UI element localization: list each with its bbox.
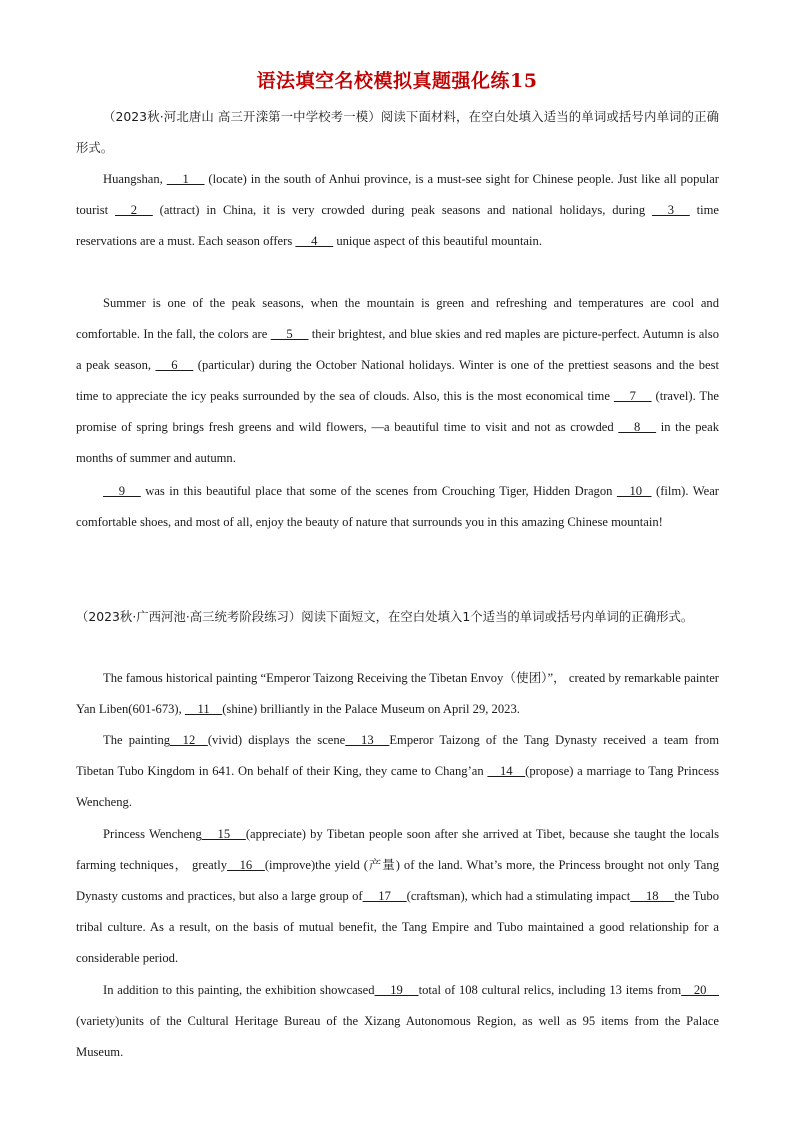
section2-paragraph-4 [76,975,719,1068]
section1-paragraph-1 [76,164,719,257]
section1-instructions: （2023秋·河北唐山 高三开滦第一中学校考一模）阅读下面材料，在空白处填入适当的单词或括号内单词的正确形式。 [76,109,719,155]
blank-10: 10 [616,484,652,498]
document-title: 语法填空名校模拟真题强化练15 [256,70,538,92]
text-run: (locate) in the south of Anhui province, is a must-see sight for Chinese people. Just like all popular tourist [76,172,719,217]
section2-paragraph-3 [76,819,719,974]
text-run: The painting [103,733,171,747]
text-run: (craftsman), which had a stimulating impact [406,889,631,903]
text-run: (travel). The promise of spring brings fresh greens and wild flowers, —a beautiful time to visit and not as crowded [76,389,719,434]
section2-instructions: （2023秋·广西河池·高三统考阶段练习）阅读下面短文，在空白处填入1个适当的单词或括号内单词的正确形式。 [76,609,694,624]
blank-4: 4 [295,234,334,248]
text-run: (variety)units of the Cultural Heritage Bureau of the Xizang Autonomous Region, as well as 95 items from the Palace Museum. [76,1014,719,1059]
blank-16: 16 [227,858,265,872]
blank-5: 5 [270,327,309,341]
text-run: (appreciate) by Tibetan people soon after she arrived at Tibet, because she taught the locals farming techniques， greatly [76,827,719,872]
section1-paragraph-3 [76,476,719,538]
blank-20: 20 [681,983,719,997]
text-run: Huangshan, [103,172,167,186]
blank-3: 3 [651,203,690,217]
text-run: Princess Wencheng [103,827,202,841]
blank-7: 7 [613,389,652,403]
text-run: total of 108 cultural relics, including 13 items from [418,983,682,997]
blank-18: 18 [630,889,675,903]
blank-2: 2 [115,203,153,217]
text-run: their brightest, and blue skies and red maples are picture-perfect. Autumn is also a peak season, [76,327,720,372]
text-run: in the peak months of summer and autumn. [76,420,719,465]
blank-9: 9 [103,484,141,498]
section2-paragraph-1 [76,663,719,725]
text-run: (shine) brilliantly in the Palace Museum on April 29, 2023. [222,702,520,716]
text-run: Emperor Taizong of the Tang Dynasty received a team from Tibetan Tubo Kingdom in 641. On behalf of their King, they came to Chang’an [76,733,719,778]
blank-19: 19 [374,983,419,997]
text-run: Summer is one of the peak seasons, when the mountain is green and refreshing and temperatures are cool and comfortable. In the fall, the colors are [76,296,719,341]
text-run: (improve)the yield (产量) of the land. What’s more, the Princess brought not only Tang Dynasty customs and practices, but also a large group of [76,858,719,903]
blank-1: 1 [166,172,205,186]
text-run: (attract) in China, it is very crowded during peak seasons and national holidays, during [152,203,652,217]
text-run: (vivid) displays the scene [207,733,346,747]
text-run: was in this beautiful place that some of the scenes from Crouching Tiger, Hidden Dragon [140,484,617,498]
text-run: time reservations are a must. Each season offers [76,203,719,248]
blank-15: 15 [201,827,246,841]
blank-11: 11 [184,702,223,716]
text-run: (propose) a marriage to Tang Princess Wencheng. [76,764,719,809]
text-run: (film). Wear comfortable shoes, and most of all, enjoy the beauty of nature that surrounds you in this amazing Chinese mountain! [76,484,720,529]
section1-paragraph-2 [76,288,719,474]
blank-13: 13 [345,733,390,747]
text-run: the Tubo tribal culture. As a result, on the basis of mutual benefit, the Tang Empire and Tubo maintained a good relationship for a considerable period. [76,889,719,965]
text-run: In addition to this painting, the exhibition showcased [103,983,375,997]
text-run: The famous historical painting “Emperor Taizong Receiving the Tibetan Envoy（使团）”， created by remarkable painter Yan Liben(601-673), [76,671,719,716]
section2-paragraph-2 [76,725,719,818]
blank-14: 14 [487,764,526,778]
text-run: unique aspect of this beautiful mountain. [333,234,542,248]
blank-6: 6 [155,358,194,372]
blank-12: 12 [170,733,208,747]
text-run: (particular) during the October National holidays. Winter is one of the prettiest seasons and the best time to appreciate the icy peaks surrounded by the sea of clouds. Also, this is the most economical time [76,358,719,403]
blank-8: 8 [618,420,657,434]
blank-17: 17 [362,889,407,903]
